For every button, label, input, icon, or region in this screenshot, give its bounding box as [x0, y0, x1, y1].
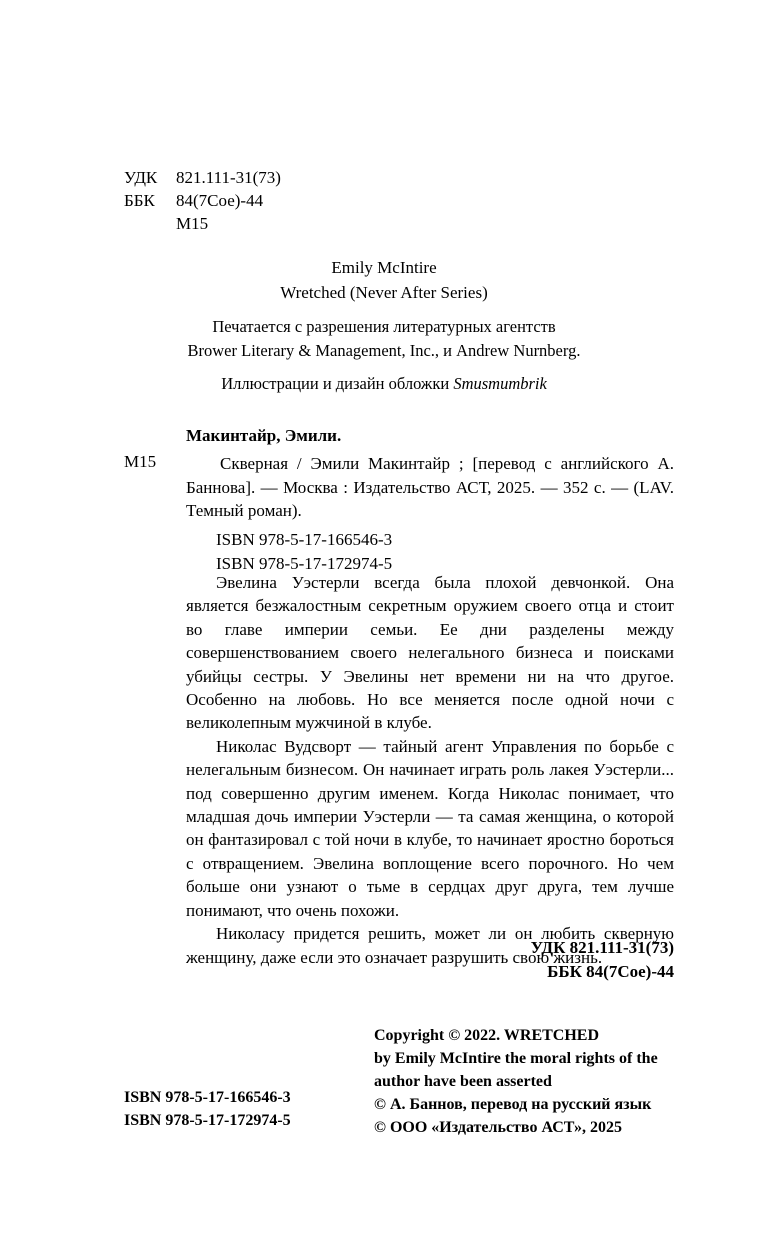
mark-row [124, 212, 281, 235]
annotation-paragraph-2: Николас Вудсворт — тайный агент Управления по борьбе с нелегальным бизнесом. Он начинает играть роль лакея Уэстерли... под совершенно другим именем. Когда Николас понимает, что младшая дочь империи Уэстерли — та самая женщина, о которой он фантазировал с той ночи в клубе, то начинает яростно бороться с отвращением. Эвелина воплощение всего порочного. Но чем больше они узнают о тьме в сердцах друг друга, тем лучше понимают, что очень похожи. [186, 736, 674, 920]
isbn-secondary: ISBN 978-5-17-172974-5 [216, 553, 393, 573]
copyright-line-1: Copyright © 2022. WRETCHED [374, 1027, 600, 1044]
annotation-text [186, 571, 674, 969]
illustration-credit [124, 372, 644, 396]
isbn-bottom-primary: ISBN 978-5-17-166546-3 [124, 1089, 291, 1106]
bbk-label: ББК [124, 191, 155, 210]
udk-value: 821.111-31(73) [176, 168, 281, 187]
permission-notice [124, 315, 644, 363]
udk-row [124, 166, 281, 189]
classification-repeat [374, 936, 674, 984]
bibliographic-author: Макинтайр, Эмили. [186, 426, 342, 445]
bbk-value: 84(7Сое)-44 [176, 191, 264, 210]
annotation-paragraph-1: Эвелина Уэстерли всегда была плохой девчонкой. Она является безжалостным секретным оружием своего отца и стоит во главе империи семьи. Ее дни разделены между совершенствованием своего нелегального бизнеса и поисками убийцы сестры. У Эвелины нет времени ни на что другое. Особенно на любовь. Но все меняется после одной ночи с великолепным мужчиной в клубе. [186, 573, 674, 733]
copyright-line-4: © А. Баннов, перевод на русский язык [374, 1096, 652, 1113]
isbn-list [216, 528, 392, 575]
isbn-bottom-block [124, 1086, 291, 1132]
classification-block [124, 166, 281, 235]
permission-line-1: Печатается с разрешения литературных агентств [212, 317, 556, 336]
copyright-line-5: © ООО «Издательство АСТ», 2025 [374, 1119, 623, 1136]
bbk-row [124, 189, 281, 212]
original-title: Wretched (Never After Series) [280, 283, 488, 302]
illustration-designer: Smusmumbrik [453, 374, 547, 393]
udk-label: УДК [124, 168, 158, 187]
illustration-prefix: Иллюстрации и дизайн обложки [221, 374, 454, 393]
original-author: Emily McIntire [331, 258, 437, 277]
bibliographic-description-text: Скверная / Эмили Макинтайр ; [перевод с английского А. Баннова]. — Москва : Издательство АСТ, 2025. — 352 с. — (LAV. Темный роман). [186, 454, 674, 520]
udk-repeat: УДК 821.111-31(73) [530, 938, 674, 957]
permission-line-2: Brower Literary & Management, Inc., и Andrew Nurnberg. [187, 341, 581, 360]
annotation-paragraph-3: Николасу придется решить, может ли он любить скверную женщину, даже если это означает разрушить свою жизнь. [186, 924, 674, 967]
copyright-line-3: author have been asserted [374, 1073, 552, 1090]
copyright-block [374, 1024, 674, 1139]
author-mark: М15 [176, 214, 209, 233]
bibliographic-mark: М15 [124, 452, 157, 471]
original-edition-block [124, 255, 644, 305]
isbn-bottom-secondary: ISBN 978-5-17-172974-5 [124, 1112, 291, 1129]
isbn-primary: ISBN 978-5-17-166546-3 [216, 530, 393, 549]
bbk-repeat: ББК 84(7Сое)-44 [547, 962, 674, 981]
copyright-line-2: by Emily McIntire the moral rights of the [374, 1050, 658, 1067]
bibliographic-description [186, 452, 674, 523]
